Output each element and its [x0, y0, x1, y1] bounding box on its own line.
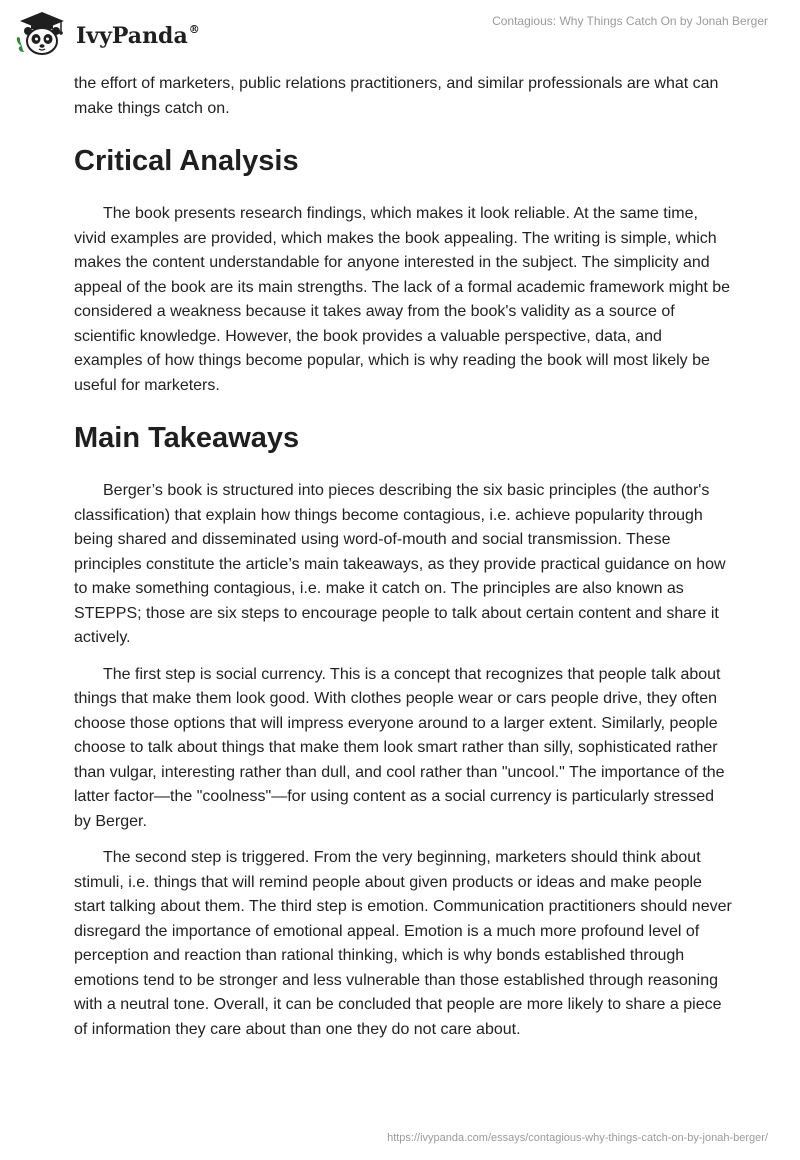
document-title: Contagious: Why Things Catch On by Jonah Berger: [492, 14, 768, 28]
registered-mark: ®: [188, 22, 200, 36]
paragraph: The book presents research findings, which makes it look reliable. At the same time, vivid examples are provided, which makes the book appealing. The writing is simple, which makes the content understandable for anyone interested in the subject. The simplicity and appeal of the book are its main strengths. The lack of a formal academic framework might be considered a weakness because it takes away from the book's validity as a source of scientific knowledge. However, the book provides a valuable perspective, data, and examples of how things become popular, which is why reading the book will most likely be useful for marketers.: [74, 205, 731, 394]
ivypanda-logo[interactable]: [14, 10, 200, 58]
panda-graduate-icon: [14, 10, 70, 58]
source-url[interactable]: https://ivypanda.com/essays/contagious-why-things-catch-on-by-jonah-berger/: [387, 1132, 768, 1144]
brand-name: IvyPanda®: [76, 22, 200, 49]
paragraph: The second step is triggered. From the very beginning, marketers should think about stimuli, i.e. things that will remind people about given products or ideas and make people start talking about them. The third step is emotion. Communication practitioners should never disregard the importance of emotional appeal. Emotion is a much more profound level of perception and reaction than rational thinking, which is why bonds established through emotions tend to be stronger and less vulnerable than those established through reasoning with a neutral tone. Overall, it can be concluded that people are more likely to share a piece of information they care about than one they do not care about.: [74, 849, 732, 1038]
section-heading-critical-analysis: Critical Analysis: [74, 145, 299, 177]
page-header: [0, 0, 800, 70]
section-heading-main-takeaways: Main Takeaways: [74, 422, 300, 454]
paragraph: Berger’s book is structured into pieces describing the six basic principles (the author's classification) that explain how things become contagious, i.e. achieve popularity through being shared and disseminated using word-of-mouth and social transmission. These principles constitute the article’s main takeaways, as they provide practical guidance on how to make something contagious, i.e. make it catch on. The principles are also known as STEPPS; those are six steps to encourage people to talk about certain content and share it actively.: [74, 482, 726, 646]
paragraph: The first step is social currency. This is a concept that recognizes that people talk about things that make them look good. With clothes people wear or cars people drive, they often choose those options that will impress everyone around to a larger extent. Similarly, people choose to talk about things that make them look smart rather than silly, sophisticated rather than vulgar, interesting rather than dull, and cool rather than "uncool." The importance of the latter factor—the "coolness"—for using content as a social currency is particularly stressed by Berger.: [74, 665, 725, 830]
intro-paragraph: the effort of marketers, public relations practitioners, and similar professionals are what can make things catch on.: [74, 75, 719, 117]
essay-content: [74, 72, 734, 1054]
